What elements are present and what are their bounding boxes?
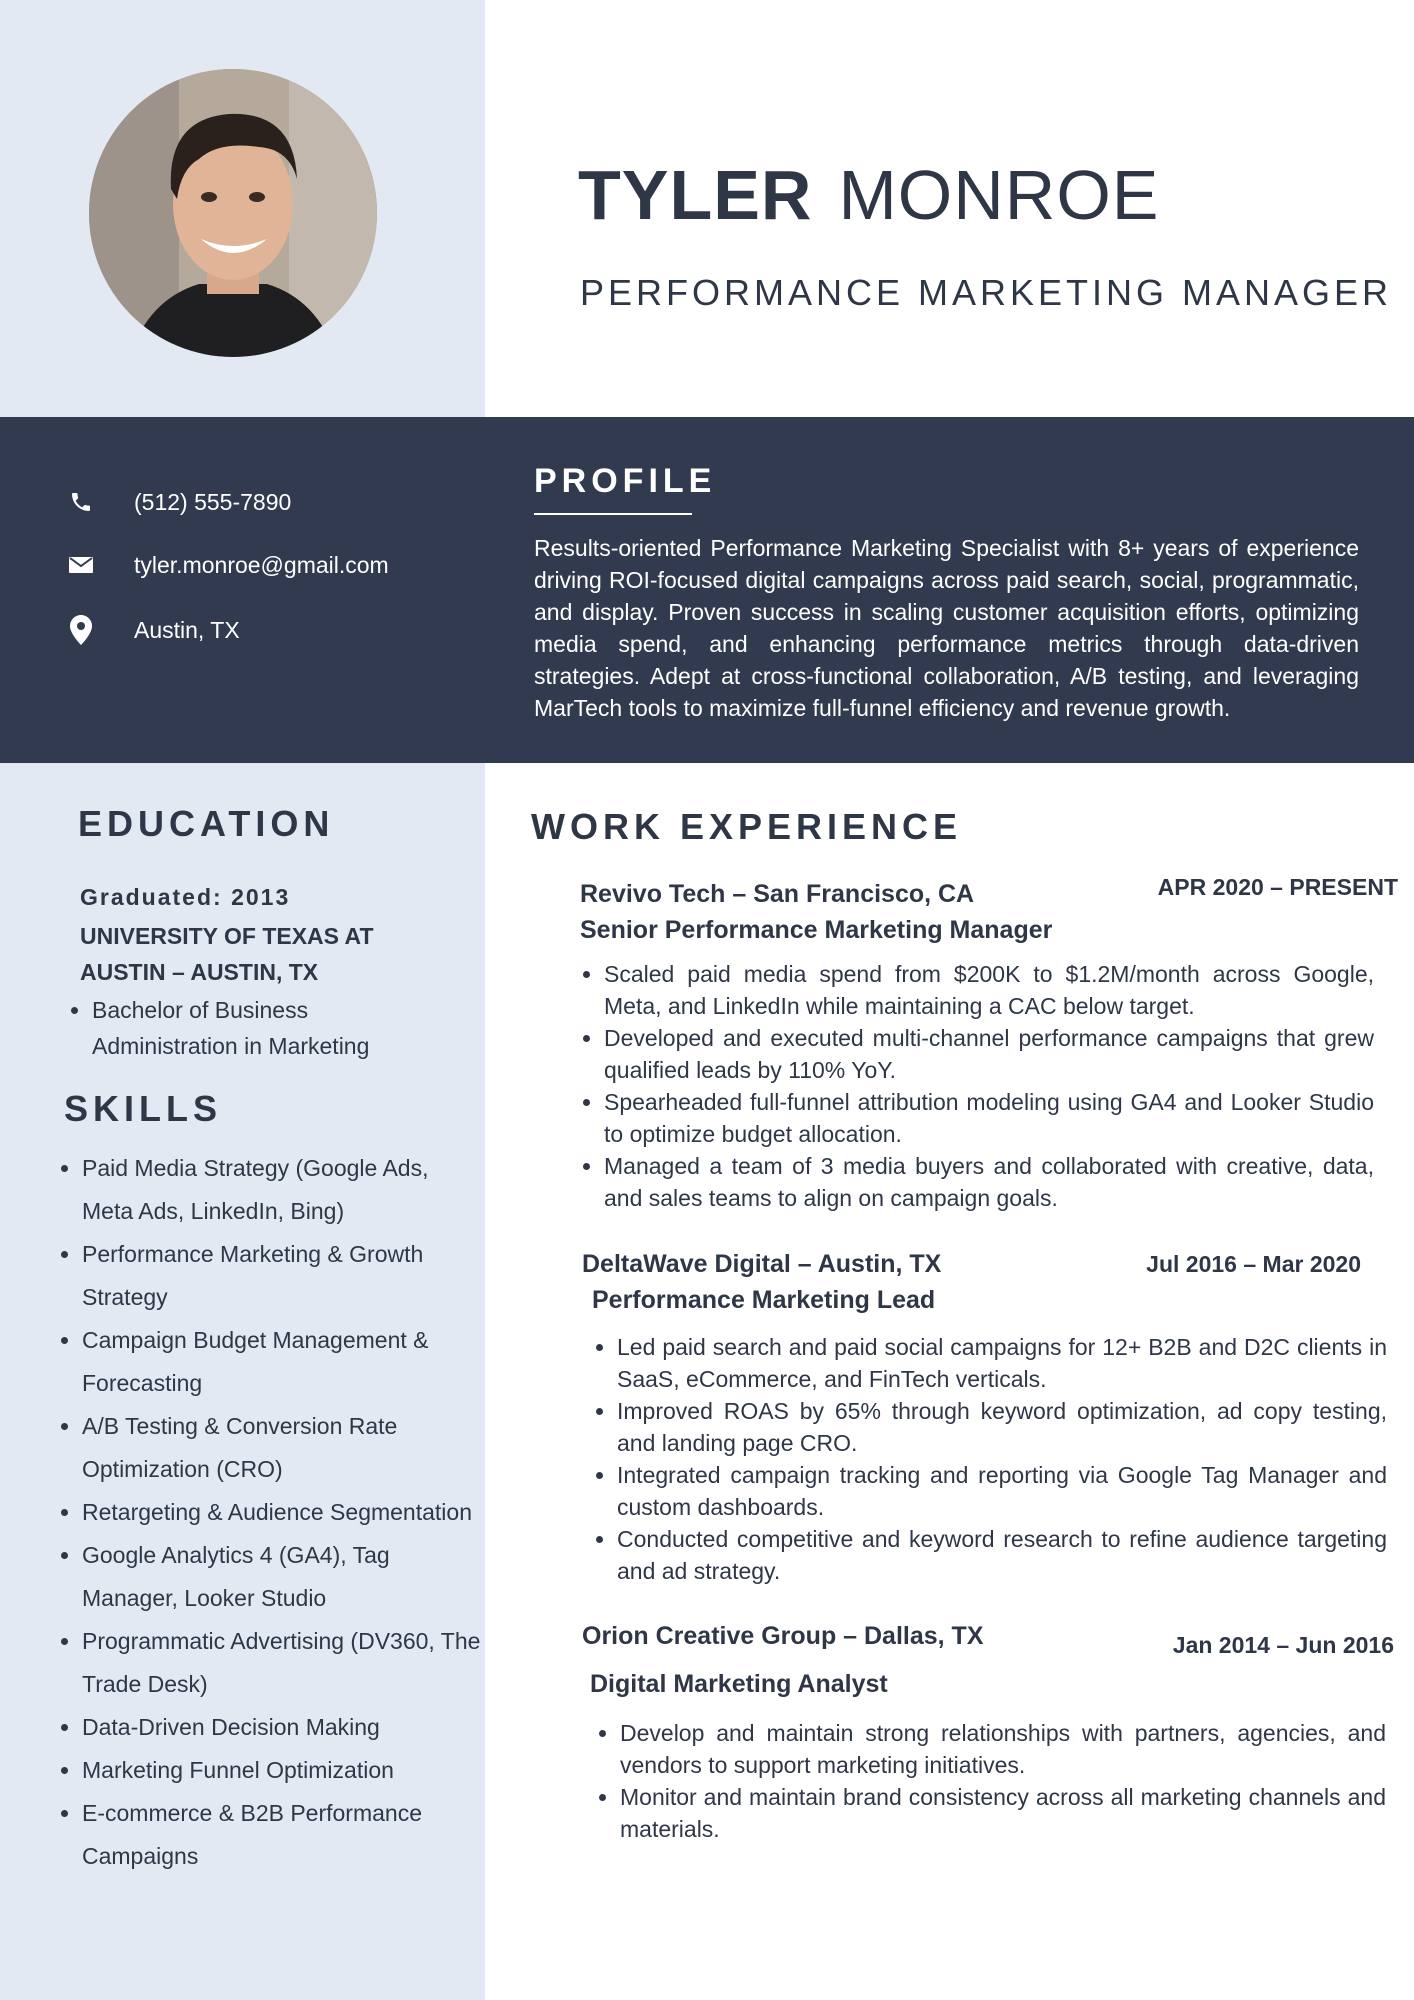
skills-heading: SKILLS: [64, 1088, 223, 1129]
job-bullet: • Led paid search and paid social campaigns for 12+ B2B and D2C clients in SaaS, eCommerce, and FinTech verticals.: [617, 1331, 1387, 1395]
job-bullets: [591, 1331, 1387, 1587]
skill-item: • E-commerce & B2B Performance Campaigns: [82, 1792, 482, 1878]
job-bullet: • Integrated campaign tracking and reporting via Google Tag Manager and custom dashboards.: [617, 1459, 1387, 1523]
email-address: tyler.monroe@gmail.com: [134, 551, 389, 578]
job-bullet: • Developed and executed multi-channel performance campaigns that grew qualified leads by 110% YoY.: [604, 1022, 1374, 1086]
job-company: DeltaWave Digital – Austin, TX: [582, 1250, 942, 1278]
work-experience-heading: WORK EXPERIENCE: [531, 806, 963, 847]
job-company: Orion Creative Group – Dallas, TX: [582, 1622, 984, 1650]
skill-item: • Google Analytics 4 (GA4), Tag Manager, Looker Studio: [82, 1534, 482, 1620]
job-dates: APR 2020 – PRESENT: [1157, 874, 1398, 900]
skill-item: • Performance Marketing & Growth Strategy: [82, 1233, 482, 1319]
job-bullet: • Spearheaded full-funnel attribution modeling using GA4 and Looker Studio to optimize budget allocation.: [604, 1086, 1374, 1150]
first-name: TYLER: [578, 156, 813, 234]
location-text: Austin, TX: [134, 616, 240, 643]
profile-underline: [534, 513, 692, 515]
job-bullets: [578, 958, 1374, 1214]
profile-heading: PROFILE: [534, 462, 717, 500]
candidate-name: [578, 150, 1159, 240]
phone-icon: [66, 487, 96, 517]
graduation-year: Graduated: 2013: [80, 884, 291, 910]
skill-item: • Data-Driven Decision Making: [82, 1706, 482, 1749]
skill-item: • Marketing Funnel Optimization: [82, 1749, 482, 1792]
job-bullet: • Managed a team of 3 media buyers and collaborated with creative, data, and sales teams to align on campaign goals.: [604, 1150, 1374, 1214]
job-bullets: [594, 1717, 1386, 1845]
degree-item: • Bachelor of Business Administration in Marketing: [92, 992, 452, 1064]
job-bullet: • Improved ROAS by 65% through keyword optimization, ad copy testing, and landing page CRO.: [617, 1395, 1387, 1459]
contact-email: [66, 545, 389, 585]
job-bullet: • Conducted competitive and keyword research to refine audience targeting and ad strategy.: [617, 1523, 1387, 1587]
skill-item: • Paid Media Strategy (Google Ads, Meta Ads, LinkedIn, Bing): [82, 1147, 482, 1233]
skill-item: • Programmatic Advertising (DV360, The Trade Desk): [82, 1620, 482, 1706]
skill-item: • Campaign Budget Management & Forecasting: [82, 1319, 482, 1405]
degree-list: [64, 992, 452, 1064]
location-pin-icon: [66, 615, 96, 645]
job-role: Performance Marketing Lead: [592, 1286, 936, 1314]
contact-location: [66, 610, 240, 650]
university-name: UNIVERSITY OF TEXAS AT AUSTIN – AUSTIN, TX: [80, 923, 374, 985]
phone-number: (512) 555-7890: [134, 488, 292, 515]
email-icon: [66, 550, 96, 580]
contact-phone: [66, 482, 291, 522]
skill-item: • Retargeting & Audience Segmentation: [82, 1491, 482, 1534]
education-heading: EDUCATION: [78, 803, 335, 844]
job-title: PERFORMANCE MARKETING MANAGER: [580, 272, 1393, 313]
job-role: Senior Performance Marketing Manager: [580, 916, 1053, 944]
last-name: MONROE: [838, 156, 1160, 234]
job-bullet: • Scaled paid media spend from $200K to $1.2M/month across Google, Meta, and LinkedIn while maintaining a CAC below target.: [604, 958, 1374, 1022]
job-company: Revivo Tech – San Francisco, CA: [580, 880, 975, 908]
profile-summary: Results-oriented Performance Marketing Specialist with 8+ years of experience driving ROI-focused digital campaigns across paid search, social, programmatic, and display. Proven success in scaling customer acquisition efforts, optimizing media spend, and enhancing performance metrics through data-driven strategies. Adept at cross-functional collaboration, A/B testing, and leveraging MarTech tools to maximize full-funnel efficiency and revenue growth.: [534, 535, 1359, 721]
job-bullet: • Develop and maintain strong relationships with partners, agencies, and vendors to support marketing initiatives.: [620, 1717, 1386, 1781]
skill-item: • A/B Testing & Conversion Rate Optimization (CRO): [82, 1405, 482, 1491]
job-role: Digital Marketing Analyst: [590, 1670, 888, 1698]
job-bullet: • Monitor and maintain brand consistency across all marketing channels and materials.: [620, 1781, 1386, 1845]
job-dates: Jul 2016 – Mar 2020: [1146, 1251, 1361, 1277]
profile-photo: [89, 69, 377, 357]
skills-list: [52, 1147, 482, 1878]
job-dates: Jan 2014 – Jun 2016: [1172, 1632, 1394, 1658]
